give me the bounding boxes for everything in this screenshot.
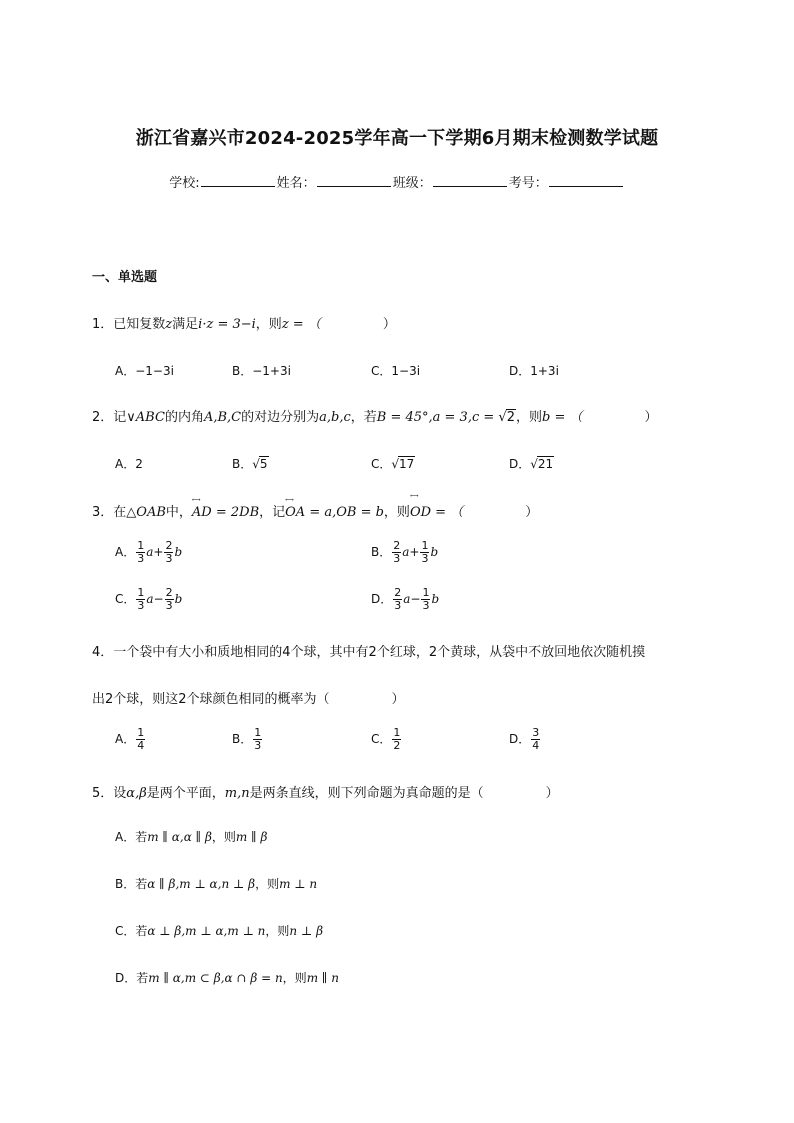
q3-option-b <box>371 540 438 565</box>
q2-close: ） <box>644 410 658 425</box>
student-info-line <box>0 172 794 191</box>
fraction <box>136 587 145 612</box>
operator: + <box>153 545 164 559</box>
option-result: m ⊥ n <box>279 877 318 891</box>
question-4 <box>92 641 645 660</box>
q4-option-d <box>509 727 541 752</box>
fraction-numerator: 3 <box>532 726 540 739</box>
fraction-numerator: 1 <box>254 726 262 739</box>
fraction <box>136 540 145 565</box>
fraction <box>421 587 430 612</box>
q2-text: 的内角 <box>164 410 204 425</box>
fraction-numerator: 1 <box>137 539 145 552</box>
vector-b: b <box>174 545 183 559</box>
fraction-numerator: 2 <box>165 539 173 552</box>
question-number: 3． <box>92 505 114 520</box>
q3-vector-definition: ←→ OA = a,OB = b <box>285 505 384 520</box>
question-4-continued <box>92 688 405 707</box>
q1-var: z <box>165 317 173 332</box>
q4-close: ） <box>391 692 405 707</box>
q4-line-2: 出2个球，则这2个球颜色相同的概率为（ <box>92 692 330 707</box>
class-blank <box>433 174 507 187</box>
question-number: 5． <box>92 786 114 801</box>
fraction <box>392 727 401 752</box>
option-result: m ∥ β <box>235 830 268 844</box>
option-root: 17 <box>399 457 415 471</box>
fraction-denominator: 2 <box>393 739 401 752</box>
q1-text: 已知复数 <box>113 317 166 332</box>
option-result: m ∥ n <box>306 971 339 985</box>
fraction-denominator: 4 <box>137 739 145 752</box>
q5-option-b <box>115 875 317 892</box>
option-label: D． <box>509 732 531 746</box>
question-3 <box>92 501 538 520</box>
q2-ask: b = （ <box>542 410 583 425</box>
q3-text: 在△ <box>113 505 137 520</box>
q1-text: ，则 <box>255 317 282 332</box>
option-label: C．若 <box>115 924 148 938</box>
option-label: C． <box>371 732 392 746</box>
option-condition: α ∥ β,m ⊥ α,n ⊥ β <box>147 877 256 891</box>
q5-text: 是两条直线，则下列命题为真命题的是（ <box>249 786 484 801</box>
section-title: 一、单选题 <box>92 270 158 285</box>
fraction <box>136 727 145 752</box>
q2-option-c: C．√17 <box>371 457 415 471</box>
id-blank <box>549 174 623 187</box>
q3-close: ） <box>525 505 539 520</box>
q4-option-b <box>232 727 263 752</box>
class-label: 班级： <box>392 176 432 191</box>
vector-a: a <box>402 545 410 559</box>
fraction <box>392 540 401 565</box>
q1-ask: z = （ <box>281 317 321 332</box>
name-blank <box>317 174 391 187</box>
q1-close: ） <box>382 317 396 332</box>
option-label: A．若 <box>115 830 148 844</box>
q3-option-d <box>371 587 439 612</box>
q3-triangle: OAB <box>136 505 166 520</box>
q3-option-c <box>115 587 182 612</box>
question-number: 2． <box>92 410 114 425</box>
q1-option-d: D．1+3i <box>509 364 559 378</box>
q1-option-c: C．1−3i <box>371 364 421 378</box>
fraction-denominator: 3 <box>165 599 173 612</box>
name-label: 姓名： <box>276 176 316 191</box>
fraction-denominator: 3 <box>137 552 145 565</box>
q2-option-a: A．2 <box>115 457 143 471</box>
option-root: 21 <box>537 457 554 471</box>
vector-b: b <box>431 592 440 606</box>
fraction-numerator: 1 <box>422 586 430 599</box>
vector-a: a <box>146 592 154 606</box>
option-result: n ⊥ β <box>289 924 324 938</box>
q2-sides: a,b,c <box>319 410 351 425</box>
option-then: ，则 <box>255 877 280 891</box>
option-condition: m ∥ α,α ∥ β <box>147 830 212 844</box>
fraction-denominator: 3 <box>165 552 173 565</box>
question-number: 4． <box>92 645 114 660</box>
fraction-numerator: 1 <box>137 726 145 739</box>
fraction-numerator: 1 <box>137 586 145 599</box>
fraction <box>164 540 173 565</box>
option-label: A． <box>115 732 136 746</box>
fraction-numerator: 1 <box>421 539 429 552</box>
fraction-numerator: 2 <box>393 539 401 552</box>
operator: − <box>153 592 164 606</box>
q5-lines: m,n <box>224 786 250 801</box>
vector-a: a <box>146 545 154 559</box>
fraction-numerator: 2 <box>165 586 173 599</box>
q3-text: ，记 <box>259 505 286 520</box>
option-root: 5 <box>259 457 268 471</box>
option-label: D． <box>371 592 393 606</box>
option-label: B． <box>371 545 392 559</box>
fraction-denominator: 3 <box>421 552 429 565</box>
q3-text: 中， <box>165 505 192 520</box>
q5-text: 是两个平面， <box>146 786 225 801</box>
option-label: A． <box>115 545 136 559</box>
school-blank <box>201 174 275 187</box>
q5-close: ） <box>545 786 559 801</box>
q3-ask: ←→ OD = （ <box>410 501 463 520</box>
id-label: 考号： <box>508 176 548 191</box>
option-label: D． <box>509 457 531 471</box>
option-label: C． <box>115 592 136 606</box>
fraction-denominator: 3 <box>254 739 262 752</box>
option-label: D．若 <box>115 971 149 985</box>
q1-option-a: A．−1−3i <box>115 364 174 378</box>
q2-text: 的对边分别为 <box>241 410 320 425</box>
q5-option-c <box>115 922 323 939</box>
fraction-numerator: 2 <box>394 586 402 599</box>
fraction <box>420 540 429 565</box>
fraction-denominator: 4 <box>532 739 540 752</box>
operator: − <box>410 592 421 606</box>
vector-a: a <box>403 592 411 606</box>
q2-text: 记∨ <box>113 410 136 425</box>
q1-equation: i·z = 3−i <box>198 317 256 332</box>
fraction <box>253 727 262 752</box>
q4-line-1: 一个袋中有大小和质地相同的4个球，其中有2个红球，2个黄球，从袋中不放回地依次随机摸 <box>113 645 646 660</box>
q5-text: 设 <box>113 786 127 801</box>
fraction-denominator: 3 <box>137 599 145 612</box>
sqrt-sign: √ <box>498 410 507 425</box>
option-label: B． <box>232 457 253 471</box>
q4-option-a <box>115 727 146 752</box>
q4-option-c <box>371 727 402 752</box>
fraction <box>531 727 540 752</box>
vector-b: b <box>174 592 183 606</box>
operator: + <box>409 545 420 559</box>
q5-planes: α,β <box>126 786 147 801</box>
q2-text: ，若 <box>350 410 377 425</box>
q2-given: B = 45°,a = 3,c = <box>376 410 499 425</box>
option-label: B． <box>232 732 253 746</box>
school-label: 学校: <box>169 176 200 191</box>
page-title: 浙江省嘉兴市2024-2025学年高一下学期6月期末检测数学试题 <box>135 128 659 149</box>
q3-text: ，则 <box>383 505 410 520</box>
fraction-denominator: 3 <box>393 552 401 565</box>
q1-text: 满足 <box>172 317 199 332</box>
option-condition: m ∥ α,m ⊂ β,α ∩ β = n <box>148 971 283 985</box>
q2-text: ，则 <box>515 410 542 425</box>
fraction-denominator: 3 <box>422 599 430 612</box>
q5-option-d <box>115 969 339 986</box>
option-then: ，则 <box>211 830 236 844</box>
fraction <box>165 587 174 612</box>
q5-option-a <box>115 828 267 845</box>
option-then: ，则 <box>265 924 290 938</box>
q3-vector-relation: ←→ AD = 2DB <box>192 505 259 520</box>
option-label: B．若 <box>115 877 148 891</box>
option-label: C． <box>371 457 392 471</box>
q2-triangle: ABC <box>135 410 165 425</box>
question-number: 1． <box>92 317 114 332</box>
q1-option-b: B．−1+3i <box>232 364 291 378</box>
question-1 <box>92 313 396 332</box>
q2-angles: A,B,C <box>203 410 242 425</box>
question-2 <box>92 406 658 425</box>
fraction-numerator: 1 <box>393 726 401 739</box>
q2-option-b: B．√5 <box>232 457 268 471</box>
q3-option-a <box>115 540 182 565</box>
q2-root: 2 <box>506 410 515 425</box>
option-condition: α ⊥ β,m ⊥ α,m ⊥ n <box>147 924 266 938</box>
fraction <box>393 587 402 612</box>
option-then: ，则 <box>282 971 307 985</box>
question-5 <box>92 782 559 801</box>
fraction-denominator: 3 <box>394 599 402 612</box>
vector-b: b <box>430 545 439 559</box>
q2-option-d: D．√21 <box>509 457 554 471</box>
